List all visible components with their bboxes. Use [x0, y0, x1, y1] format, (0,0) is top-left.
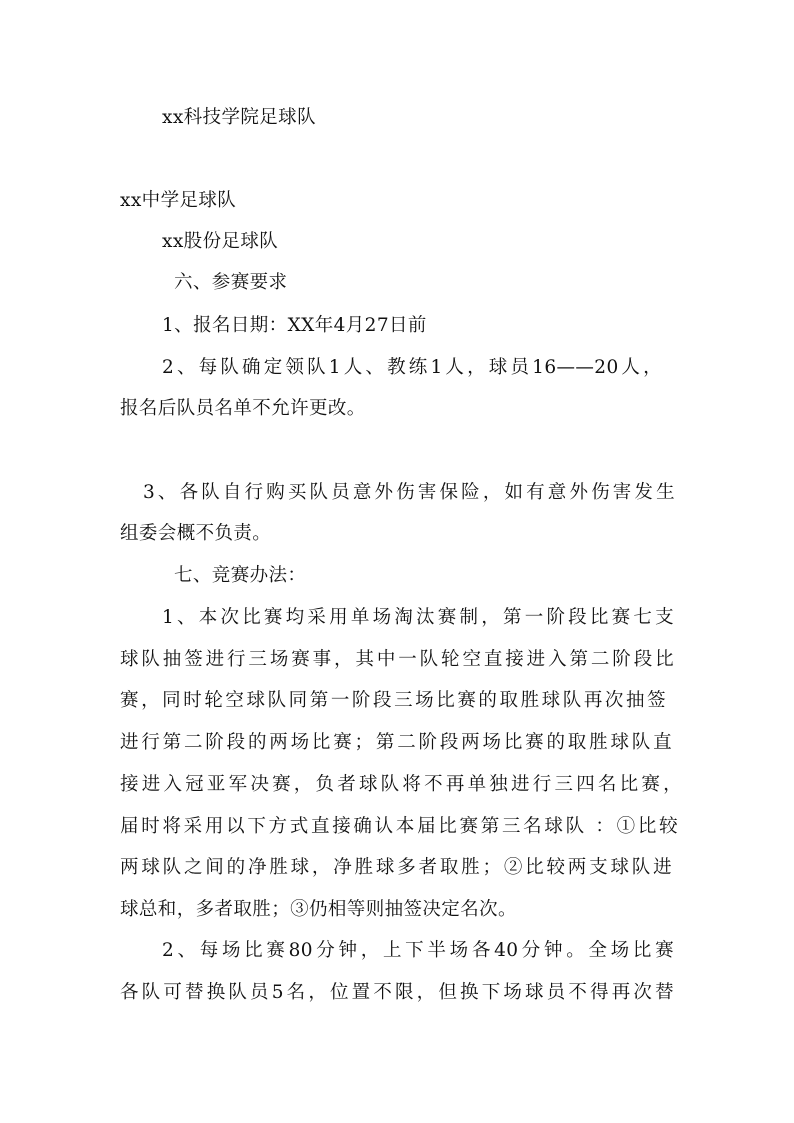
requirement-item-3-line-1: 3、各队自行购买队员意外伤害保险，如有意外伤害发生	[143, 482, 675, 503]
method-item-2-line-2: 各队可替换队员5名，位置不限，但换下场球员不得再次替	[120, 982, 674, 1003]
method-item-2-line-1: 2、每场比赛80分钟，上下半场各40分钟。全场比赛	[162, 940, 674, 961]
section-heading-requirements: 六、参赛要求	[174, 272, 288, 293]
method-item-1-line-2: 球队抽签进行三场赛事，其中一队轮空直接进入第二阶段比	[120, 649, 674, 670]
requirement-item-1: 1、报名日期：XX年4月27日前	[162, 315, 427, 336]
team-entry-tech-college: xx科技学院足球队	[162, 107, 316, 128]
method-item-1-line-5: 接进入冠亚军决赛，负者球队将不再单独进行三四名比赛，	[120, 774, 682, 795]
requirement-item-2-line-2: 报名后队员名单不允许更改。	[120, 398, 366, 419]
requirement-item-3-line-2: 组委会概不负责。	[120, 523, 272, 544]
team-entry-middle-school: xx中学足球队	[120, 190, 237, 211]
method-item-1-line-6: 届时将采用以下方式直接确认本届比赛第三名球队 ：①比较	[120, 816, 678, 837]
requirement-item-2-line-1: 2、每队确定领队1人、教练1人，球员16——20人，	[162, 357, 662, 378]
team-entry-company: xx股份足球队	[162, 231, 279, 252]
section-heading-competition-method: 七、竞赛办法：	[174, 565, 307, 586]
method-item-1-line-7: 两球队之间的净胜球，净胜球多者取胜；②比较两支球队进	[120, 857, 672, 878]
method-item-1-line-1: 1、本次比赛均采用单场淘汰赛制，第一阶段比赛七支	[162, 607, 674, 628]
method-item-1-line-4: 进行第二阶段的两场比赛；第二阶段两场比赛的取胜球队直	[120, 732, 672, 753]
method-item-1-line-3: 赛，同时轮空球队同第一阶段三场比赛的取胜球队再次抽签	[120, 690, 666, 711]
method-item-1-line-8: 球总和，多者取胜；③仍相等则抽签决定名次。	[120, 899, 517, 920]
